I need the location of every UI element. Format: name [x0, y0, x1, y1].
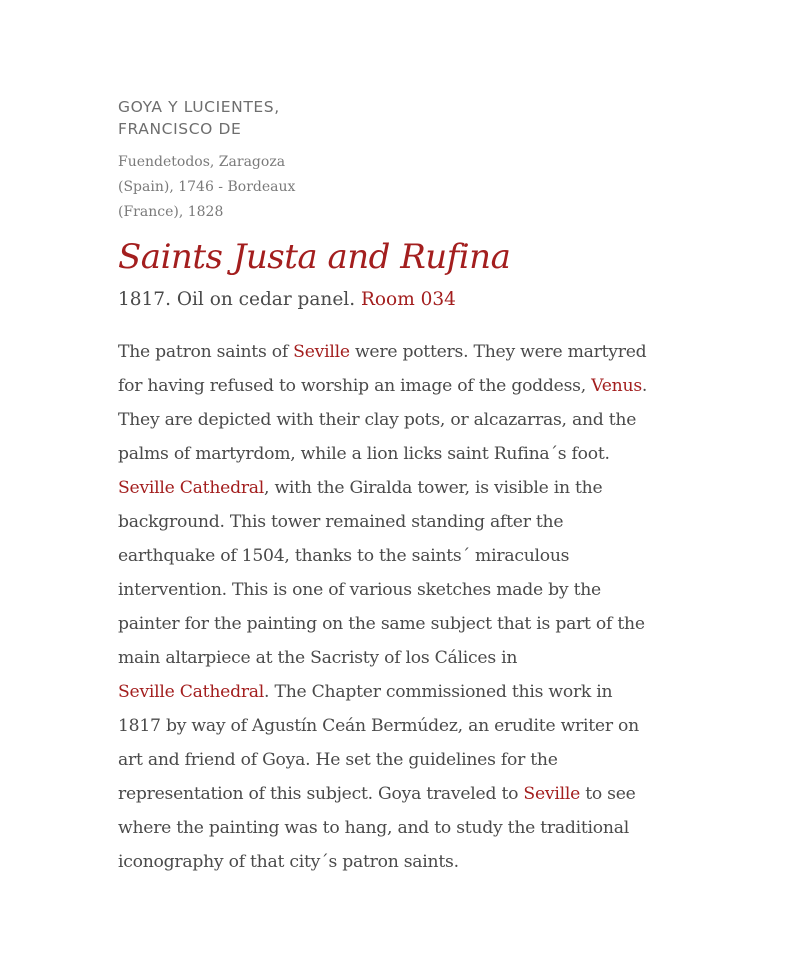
seville-link[interactable]: Seville	[293, 342, 350, 362]
description-line: earthquake of 1504, thanks to the saints´ miraculous	[118, 546, 570, 566]
description-text: for having refused to worship an image of the goddess,	[118, 376, 592, 396]
venus-link[interactable]: Venus	[591, 376, 642, 396]
description-text: to see	[580, 784, 636, 804]
description-line: palms of martyrdom, while a lion licks saint Rufina´s foot.	[118, 444, 610, 464]
description-line	[118, 675, 758, 709]
artwork-description	[118, 335, 758, 879]
author-name-line-1: GOYA Y LUCIENTES,	[118, 98, 280, 116]
seville-cathedral-link[interactable]: Seville Cathedral	[118, 682, 265, 702]
author-name-line-2: FRANCISCO DE	[118, 120, 242, 138]
description-line	[118, 471, 758, 505]
description-line: background. This tower remained standing after the	[118, 512, 564, 532]
author-bio-line-2: (Spain), 1746 - Bordeaux	[118, 179, 296, 195]
author-name	[118, 96, 758, 140]
seville-link[interactable]: Seville	[523, 784, 580, 804]
description-text: . The Chapter commissioned this work in	[264, 682, 613, 702]
description-line: 1817 by way of Agustín Ceán Bermúdez, an erudite writer on	[118, 716, 639, 736]
author-bio	[118, 150, 758, 225]
author-bio-line-1: Fuendetodos, Zaragoza	[118, 154, 286, 170]
description-line: intervention. This is one of various sketches made by the	[118, 580, 601, 600]
description-text: representation of this subject. Goya traveled to	[118, 784, 524, 804]
description-line	[118, 777, 758, 811]
description-line: painter for the painting on the same subject that is part of the	[118, 614, 645, 634]
artwork-meta	[118, 287, 758, 313]
artwork-date-technique: 1817. Oil on cedar panel.	[118, 289, 361, 310]
description-text: The patron saints of	[118, 342, 294, 362]
description-line: where the painting was to hang, and to study the traditional	[118, 818, 629, 838]
description-line: main altarpiece at the Sacristy of los Cálices in	[118, 648, 518, 668]
author-bio-line-3: (France), 1828	[118, 204, 224, 220]
description-text: , with the Giralda tower, is visible in the	[264, 478, 603, 498]
room-link[interactable]: Room 034	[360, 289, 456, 310]
description-text: were potters. They were martyred	[349, 342, 647, 362]
artwork-title: Saints Justa and Rufina	[118, 237, 511, 277]
description-line: iconography of that city´s patron saints.	[118, 852, 459, 872]
artwork-detail	[118, 96, 758, 879]
description-line	[118, 335, 758, 369]
description-text: .	[641, 376, 648, 396]
description-line: They are depicted with their clay pots, or alcazarras, and the	[118, 410, 637, 430]
seville-cathedral-link[interactable]: Seville Cathedral	[118, 478, 265, 498]
description-line: art and friend of Goya. He set the guidelines for the	[118, 750, 558, 770]
description-line	[118, 369, 758, 403]
